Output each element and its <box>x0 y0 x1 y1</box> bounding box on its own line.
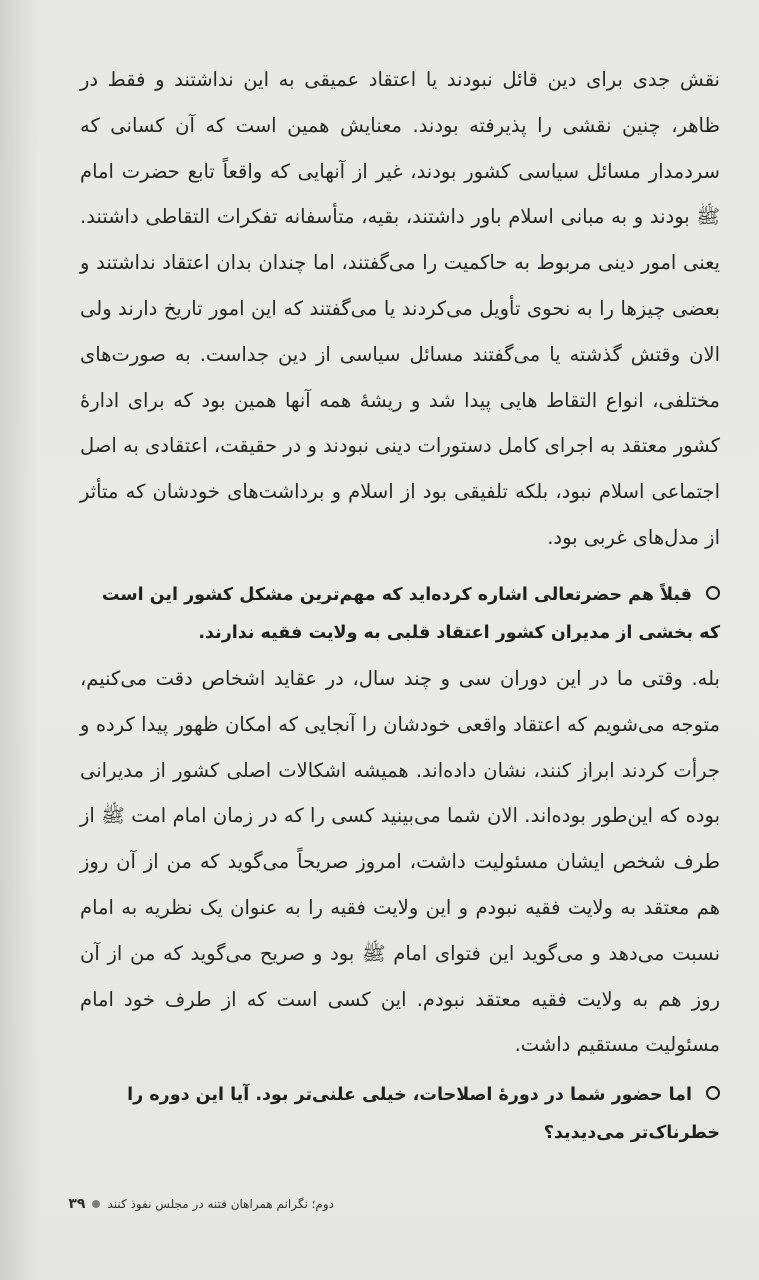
running-title: دوم؛ نگرانم همراهان فتنه در مجلس نفوذ کنند <box>107 1197 334 1211</box>
paragraph-body-1: نقش جدی برای دین قائل نبودند یا اعتقاد عمیقی به این نداشتند و فقط در ظاهر، چنین نقشی را پذیرفته بودند. معنایش همین است که آن کسانی که سردمدار مسائل سیاسی کشور بودند، غیر از آنهایی که واقعاً تابع حضرت امام ﷺ بودند و به مبانی اسلام باور داشتند، بقیه، متأسفانه تفکرات التقاطی داشتند. یعنی امور دینی مربوط به حاکمیت را می‌گفتند، اما چندان بدان اعتقاد نداشتند و بعضی چیزها را به نحوی تأویل می‌کردند یا می‌گفتند که این امور تاریخ دارند ولی الان وقتش گذشته یا می‌گفتند مسائل سیاسی از دین جداست. به صورت‌های مختلفی، انواع التقاط هایی پیدا شد و ریشهٔ همه آنها همین بود که برای ادارهٔ کشور معتقد به اجرای کامل دستورات دینی نبودند و در حقیقت، اعتقادی به اصل اجتماعی اسلام نبود، بلکه تلفیقی بود از اسلام و برداشت‌های خودشان که متأثر از مدل‌های غربی بود. <box>80 68 720 549</box>
question-1-text: قبلاً هم حضرتعالی اشاره کرده‌اید که مهم‌ترین مشکل کشور این است که بخشی از مدیران کشور اعتقاد قلبی به ولایت فقیه ندارند. <box>101 585 720 643</box>
page-footer <box>68 1196 334 1212</box>
interview-question-1 <box>80 576 720 652</box>
interview-question-2 <box>80 1076 720 1152</box>
question-bullet-icon <box>706 586 720 600</box>
paragraph-body-2: بله. وقتی ما در این دوران سی و چند سال، در عقاید اشخاص دقت می‌کنیم، متوجه می‌شویم که اعتقاد واقعی خودشان را آنجایی که امکان ظهور پیدا کرده و جرأت کردند ابراز کنند، نشان داده‌اند. همیشه اشکالات اصلی کشور از مدیرانی بوده که این‌طور بوده‌اند. الان شما می‌بینید کسی را که در زمان امام امت ﷺ از طرف شخص ایشان مسئولیت داشت، امروز صریحاً می‌گوید که من از آن روز هم معتقد به ولایت فقیه نبودم و این ولایت فقیه را به عنوان یک نظریه به امام نسبت می‌دهد و می‌گوید این فتوای امام ﷺ بود و صریح می‌گوید که من از آن روز هم به ولایت فقیه معتقد نبودم. این کسی است که از طرف خود امام مسئولیت مستقیم داشت. <box>80 667 720 1057</box>
page-number: ۳۹ <box>68 1196 86 1212</box>
footer-dot-icon <box>92 1200 100 1208</box>
question-bullet-icon <box>706 1086 720 1100</box>
question-2-text: اما حضور شما در دورهٔ اصلاحات، خیلی علنی‌تر بود. آیا این دوره را خطرناک‌تر می‌دیدید؟ <box>127 1085 720 1143</box>
